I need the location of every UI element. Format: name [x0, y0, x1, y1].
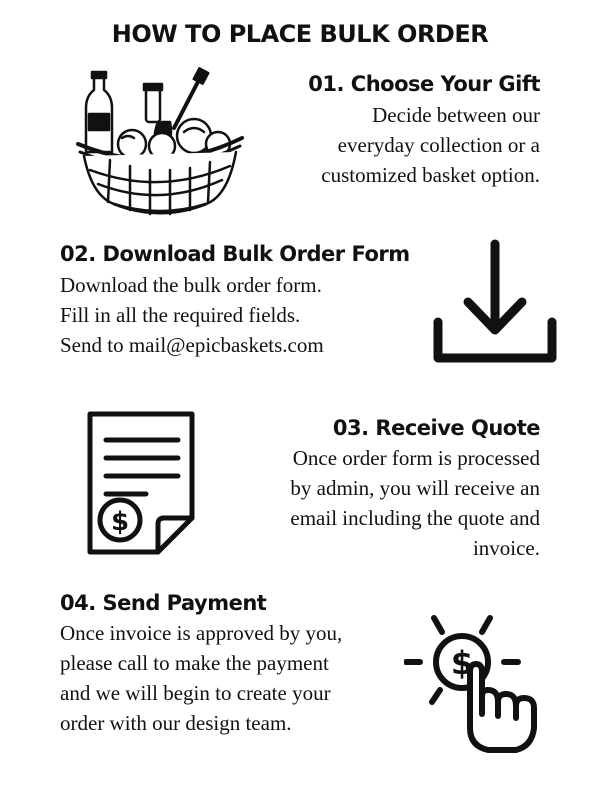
svg-text:$: $	[110, 507, 130, 537]
step-4-line: Once invoice is approved by you,	[60, 621, 343, 645]
step-2-description	[60, 270, 324, 360]
step-2-line: Fill in all the required fields.	[60, 303, 301, 327]
step-1-line: customized basket option.	[321, 163, 540, 187]
step-2-line: Download the bulk order form.	[60, 273, 322, 297]
step-3-line: invoice.	[472, 536, 540, 560]
step-3-line: email including the quote and	[290, 506, 540, 530]
step-2-heading: 02. Download Bulk Order Form	[60, 242, 410, 266]
step-3-line: by admin, you will receive an	[290, 476, 540, 500]
step-1-line: Decide between our	[372, 103, 540, 127]
step-4-description	[60, 618, 342, 738]
page-title: HOW TO PLACE BULK ORDER	[111, 20, 489, 48]
step-3-line: Once order form is processed	[292, 446, 540, 470]
step-3-description	[290, 443, 540, 563]
step-4-heading: 04. Send Payment	[60, 591, 267, 615]
gift-basket-icon	[70, 66, 250, 216]
step-3-heading: 03. Receive Quote	[332, 416, 540, 440]
download-icon	[430, 236, 560, 366]
step-4-line: please call to make the payment	[60, 651, 329, 675]
tap-to-pay-icon	[404, 610, 554, 760]
step-1-line: everyday collection or a	[337, 133, 540, 157]
svg-text:$: $	[450, 644, 474, 682]
step-4-line: order with our design team.	[60, 711, 292, 735]
step-1-heading: 01. Choose Your Gift	[308, 72, 540, 96]
invoice-document-icon	[86, 410, 196, 556]
step-2-line: Send to mail@epicbaskets.com	[60, 333, 324, 357]
step-4-line: and we will begin to create your	[60, 681, 331, 705]
step-1-description	[321, 100, 540, 190]
